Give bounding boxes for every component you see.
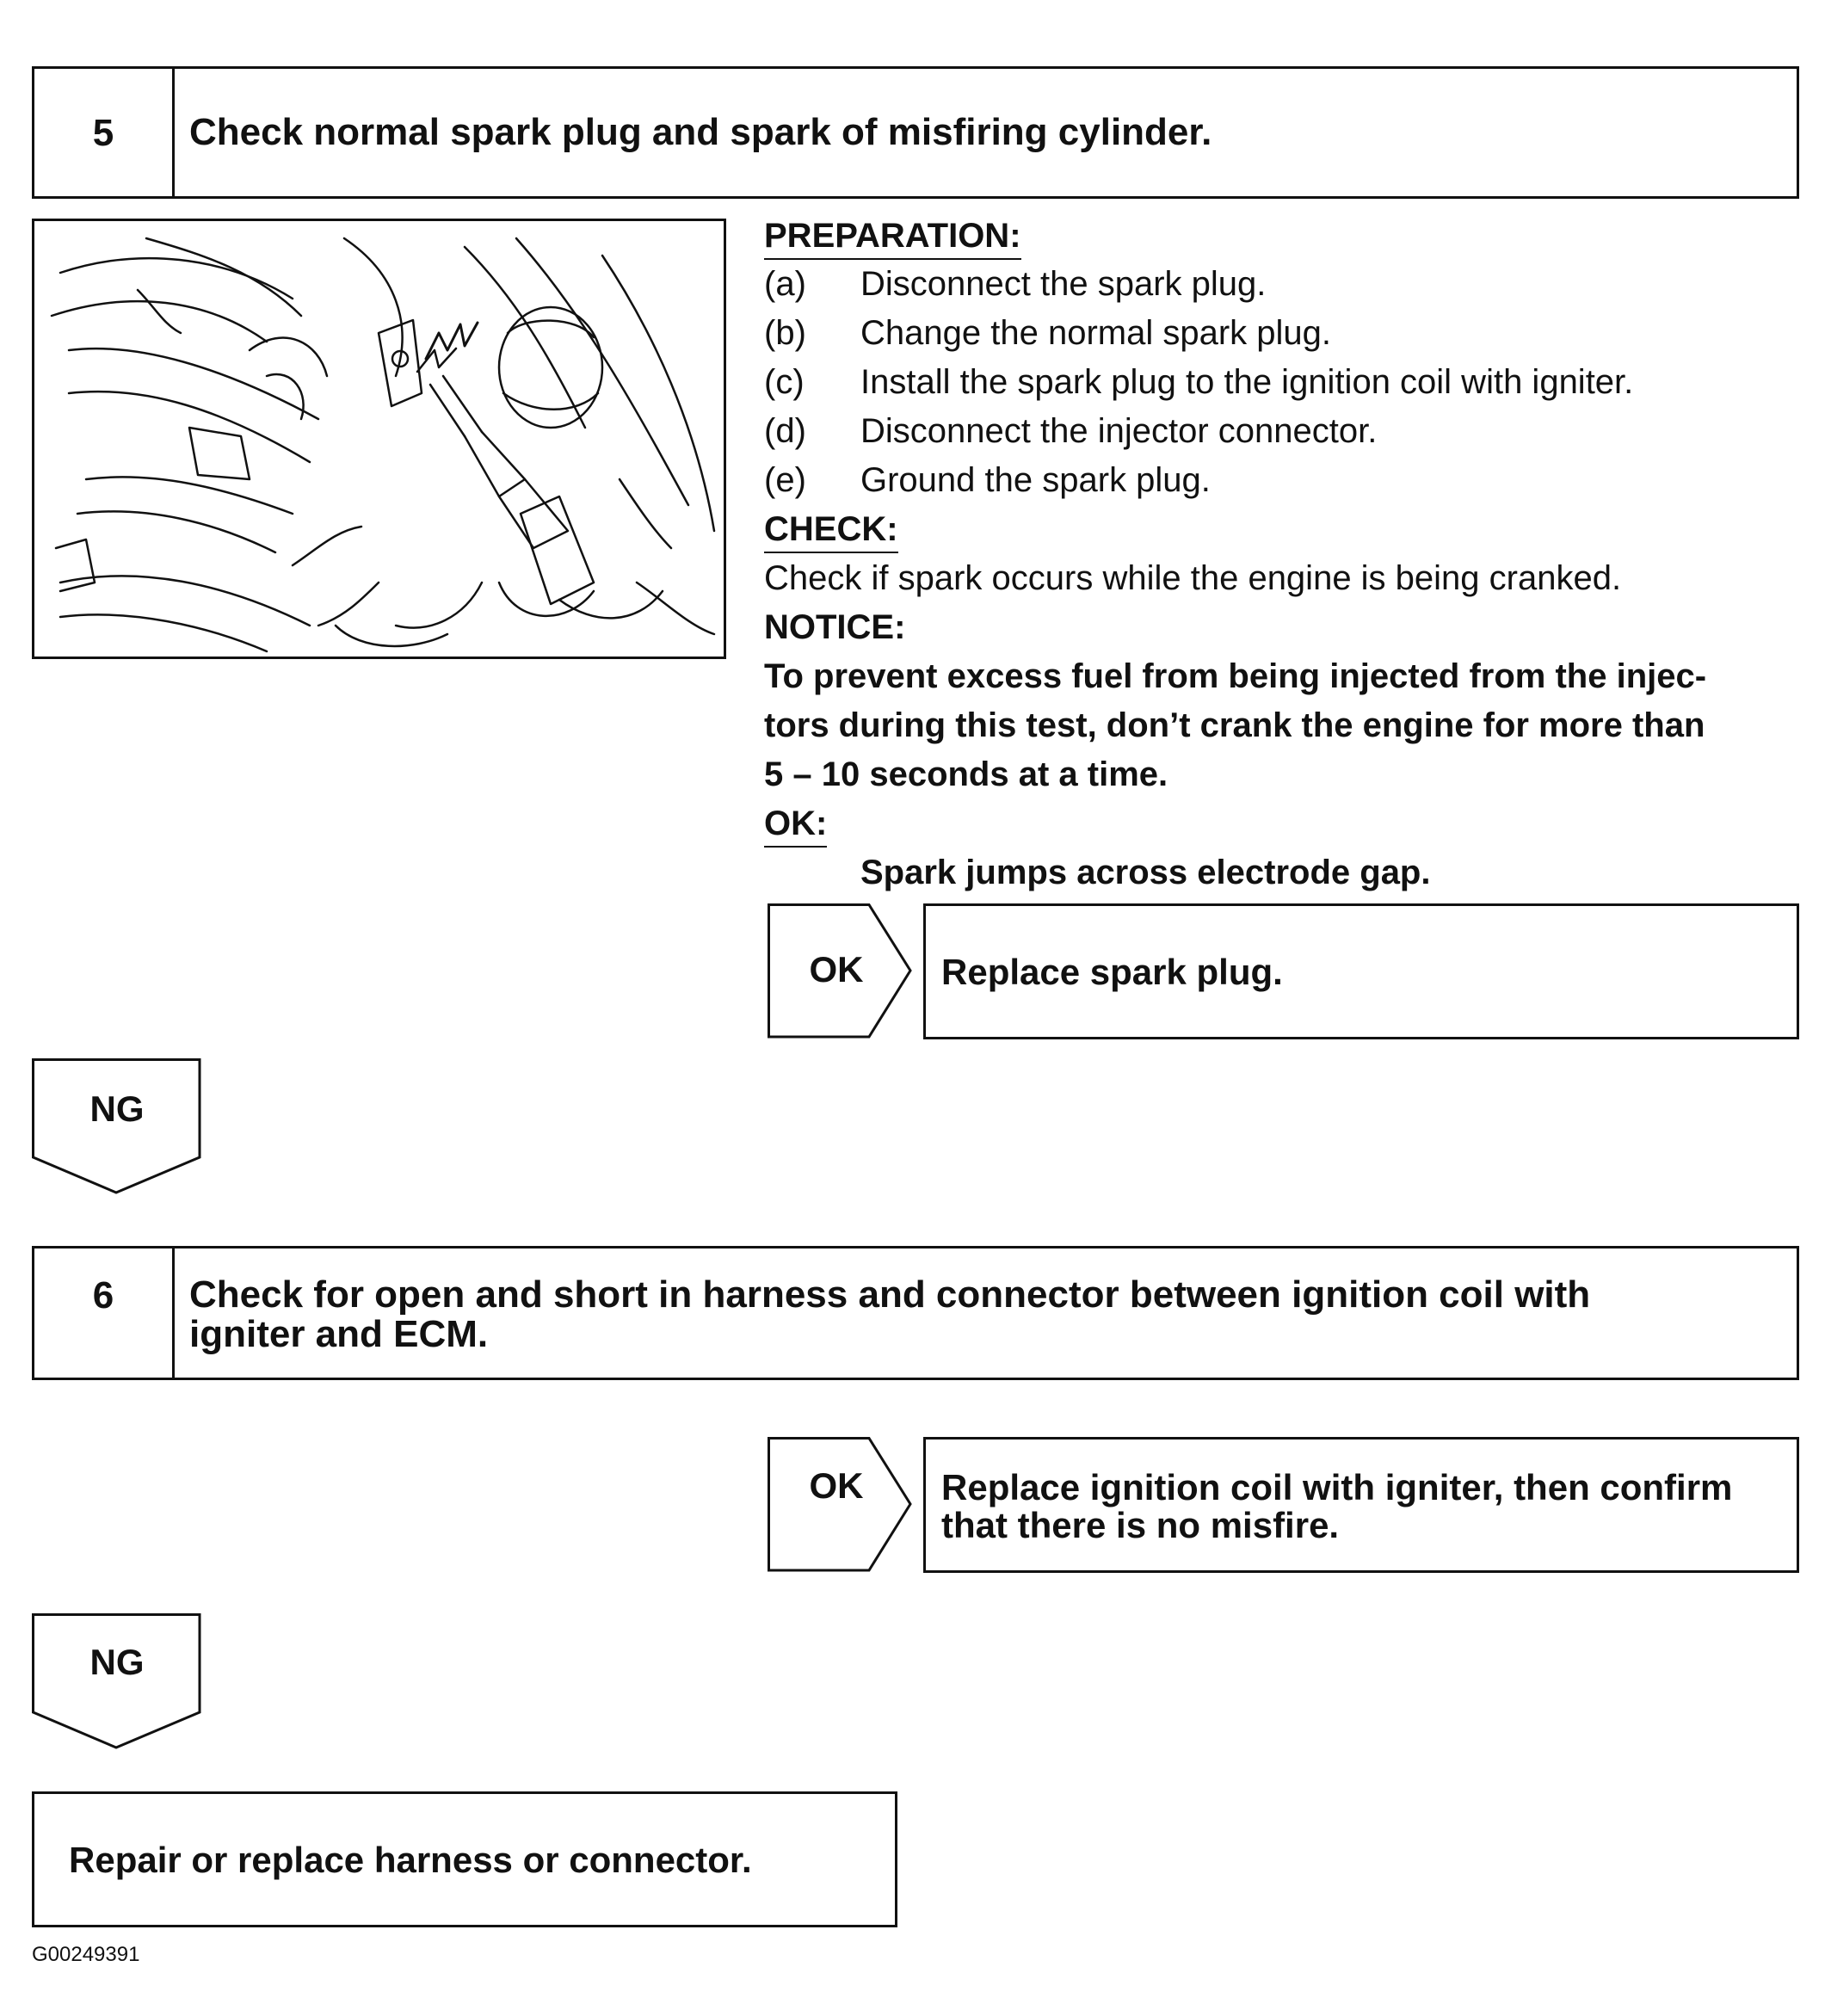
prep-item-b-marker: (b) (764, 314, 806, 352)
step-6-divider (172, 1248, 175, 1378)
step-6-ok-action-line-1: Replace ignition coil with igniter, then confirm (941, 1467, 1733, 1507)
step-6-number: 6 (92, 1274, 114, 1316)
engine-spark-drawing (34, 221, 724, 657)
spark-plug-illustration (32, 219, 726, 659)
prep-item-b-text: Change the normal spark plug. (860, 314, 1331, 352)
step-5-ng-label: NG (89, 1088, 145, 1129)
step-6-ok-action-box (923, 1437, 1799, 1573)
step-5-ok-label: OK (809, 949, 864, 990)
notice-line-2: tors during this test, don’t crank the engine for more than (764, 706, 1705, 744)
ok-criteria: Spark jumps across electrode gap. (860, 854, 1431, 891)
step-5-divider (172, 69, 175, 196)
step-5-title: Check normal spark plug and spark of misfiring cylinder. (189, 111, 1212, 153)
prep-item-d-text: Disconnect the injector connector. (860, 412, 1378, 450)
step-6-ng-label: NG (89, 1642, 145, 1682)
ok-heading-text: OK: (764, 805, 827, 848)
step-6-title-line-2: igniter and ECM. (189, 1313, 489, 1355)
final-action-text: Repair or replace harness or connector. (69, 1840, 752, 1880)
prep-item-c-text: Install the spark plug to the ignition coil with igniter. (860, 363, 1634, 401)
notice-line-1: To prevent excess fuel from being injected from the injec- (764, 657, 1707, 695)
check-text: Check if spark occurs while the engine is being cranked. (764, 559, 1622, 597)
step-6-title-line-1: Check for open and short in harness and connector between ignition coil with (189, 1273, 1591, 1316)
step-5-ok-action-box (923, 903, 1799, 1039)
prep-item-a-text: Disconnect the spark plug. (860, 265, 1267, 303)
final-action-box (32, 1791, 897, 1927)
notice-line-3: 5 – 10 seconds at a time. (764, 755, 1168, 793)
check-heading-text: CHECK: (764, 510, 898, 553)
prep-item-d-marker: (d) (764, 412, 806, 450)
step-5-ok-action: Replace spark plug. (941, 952, 1283, 992)
figure-code: G00249391 (32, 1943, 140, 1966)
step-5-header (32, 66, 1799, 199)
step-5-number: 5 (92, 112, 114, 154)
preparation-heading-text: PREPARATION: (764, 217, 1021, 260)
step-6-ok-label: OK (809, 1465, 864, 1506)
notice-heading: NOTICE: (764, 608, 906, 646)
step-6-ok-action-line-2: that there is no misfire. (941, 1505, 1340, 1545)
check-heading (764, 510, 898, 549)
ok-heading (764, 805, 827, 843)
preparation-heading (764, 217, 1021, 256)
prep-item-e-marker: (e) (764, 461, 806, 499)
prep-item-e-text: Ground the spark plug. (860, 461, 1211, 499)
prep-item-a-marker: (a) (764, 265, 806, 303)
step-6-header (32, 1246, 1799, 1380)
prep-item-c-marker: (c) (764, 363, 805, 401)
